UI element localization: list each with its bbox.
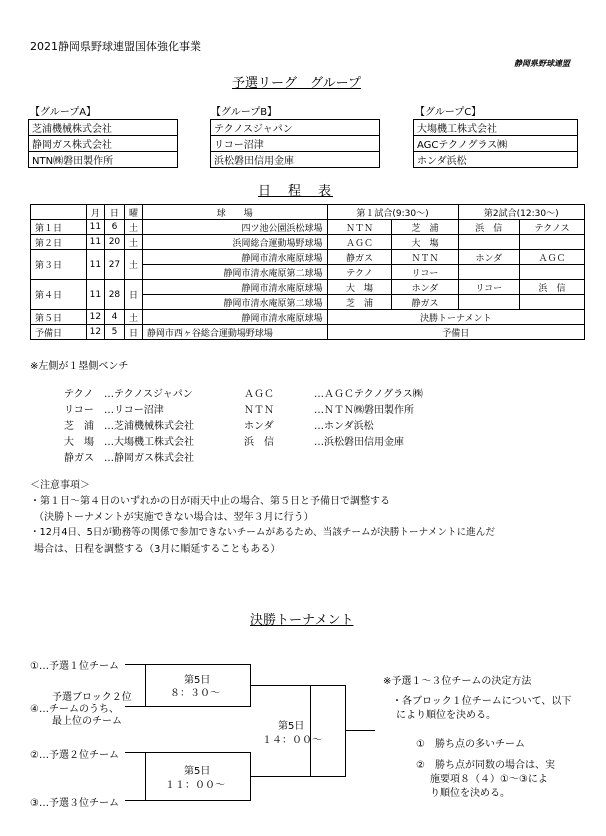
- venue-cell: 四ツ池公園浜松球場: [142, 220, 327, 235]
- bracket-line: [145, 706, 250, 707]
- table-row: [31, 310, 585, 325]
- group-c-team: AGCテクノグラス㈱: [414, 136, 578, 152]
- day-label: 第５日: [31, 310, 87, 325]
- group-a-team: NTN㈱磐田製作所: [29, 152, 178, 168]
- team-cell: テクノ: [327, 265, 392, 280]
- group-a-table: [28, 119, 178, 168]
- team-cell: 静ガス: [327, 250, 392, 265]
- group-b-team: 浜松磐田信用金庫: [211, 152, 380, 168]
- group-c-team: 大塲機工株式会社: [414, 120, 578, 136]
- venue-cell: 静岡市西ヶ谷総合運動場野球場: [142, 325, 327, 340]
- bracket-line: [145, 752, 146, 801]
- abbr: 静ガス: [64, 453, 94, 464]
- method-line: により順位を決める。: [396, 710, 496, 721]
- month-cell: 12: [86, 325, 104, 340]
- match1-day: 第5日: [184, 675, 211, 686]
- final-time: １４：００～: [262, 735, 322, 746]
- legend-row: [64, 449, 244, 464]
- entry-seed-4-line: 最上位のチーム: [52, 716, 122, 727]
- method-title: ※予選１～３位チームの決定方法: [383, 676, 532, 687]
- notes-heading: ＜注意事項＞: [30, 480, 90, 491]
- header-cell: [31, 205, 87, 220]
- rule-line: ① 勝ち点の多いチーム: [416, 739, 525, 750]
- team-cell: ＡＧＣ: [327, 235, 392, 250]
- match2-day: 第5日: [184, 766, 211, 777]
- venue-cell: 静岡市清水庵原球場: [142, 310, 327, 325]
- entry-seed-3: ③…予選３位チーム: [30, 798, 119, 809]
- rule-line: り順位を決める。: [430, 788, 510, 799]
- abbr: 芝 浦: [64, 421, 94, 432]
- group-c-label: 【グループC】: [415, 107, 482, 118]
- team-cell: ＡＧＣ: [520, 250, 585, 265]
- league-title: 予選リーグ グループ: [232, 76, 361, 91]
- abbr-full: …ＡＧＣテクノグラス㈱: [314, 389, 423, 400]
- table-row: [31, 235, 585, 250]
- bracket-line: [345, 730, 375, 731]
- day-label: 予備日: [31, 325, 87, 340]
- day-cell: 4: [104, 310, 124, 325]
- group-b-team: リコー沼津: [211, 136, 380, 152]
- bracket-line: [125, 800, 145, 801]
- venue-cell: 静岡市清水庵原第二球場: [142, 265, 327, 280]
- month-cell: 11: [86, 220, 104, 235]
- day-label: 第３日: [31, 250, 87, 280]
- bracket-line: [310, 685, 345, 686]
- day-label: 第２日: [31, 235, 87, 250]
- header-venue: 球 場: [142, 205, 327, 220]
- group-a-team: 芝浦機械株式会社: [29, 120, 178, 136]
- team-cell: ホンダ: [458, 250, 520, 265]
- team-cell: 大 塲: [392, 235, 458, 250]
- table-row: [31, 280, 585, 295]
- team-cell: 浜 信: [520, 280, 585, 295]
- table-row: [31, 250, 585, 265]
- entry-seed-4-line: ④…チームのうち、: [30, 704, 119, 715]
- abbr-full: …浜松磐田信用金庫: [314, 437, 404, 448]
- bracket-line: [145, 752, 250, 753]
- rule-line: ② 勝ち点が同数の場合は、実: [416, 760, 555, 771]
- note-line: （決勝トーナメントが実施できない場合は、翌年３月に行う）: [34, 512, 314, 523]
- legend-row: [64, 385, 423, 400]
- team-cell: ホンダ: [392, 280, 458, 295]
- legend-row: [64, 401, 414, 416]
- abbr-full: …ホンダ浜松: [314, 421, 374, 432]
- team-cell: [458, 265, 520, 280]
- merged-cell: 決勝トーナメント: [327, 310, 584, 325]
- tournament-title: 決勝トーナメント: [250, 613, 354, 628]
- bracket-line: [145, 664, 146, 707]
- group-b-table: [210, 119, 380, 168]
- group-a-team: 静岡ガス株式会社: [29, 136, 178, 152]
- match1-time: ８：３０～: [170, 688, 220, 699]
- table-row: [31, 220, 585, 235]
- entry-seed-4-line: 予選ブロック２位: [52, 692, 132, 703]
- abbr: テクノ: [64, 389, 94, 400]
- page-header-title: 2021静岡県野球連盟国体強化事業: [30, 40, 201, 53]
- note-line: 場合は、日程を調整する（3月に順延することもある）: [34, 544, 281, 555]
- header-game2: 第2試合(12:30～): [458, 205, 585, 220]
- venue-cell: 静岡市清水庵原球場: [142, 280, 327, 295]
- bracket-line: [345, 685, 346, 777]
- day-cell: 6: [104, 220, 124, 235]
- venue-cell: 静岡市清水庵原球場: [142, 250, 327, 265]
- team-cell: 大 塲: [327, 280, 392, 295]
- bench-note: ※左側が１塁側ベンチ: [30, 361, 129, 372]
- bracket-line: [250, 685, 310, 686]
- note-line: ・第１日～第４日のいずれかの日が雨天中止の場合、第５日と予備日で調整する: [30, 496, 390, 507]
- team-cell: テクノス: [520, 220, 585, 235]
- day-cell: 5: [104, 325, 124, 340]
- rule-line: 施要項８（４）①～③によ: [430, 774, 548, 785]
- team-cell: リコー: [392, 265, 458, 280]
- group-b-label: 【グループB】: [211, 107, 278, 118]
- team-cell: ＮＴＮ: [327, 220, 392, 235]
- abbr-full: …ＮＴＮ㈱磐田製作所: [314, 405, 414, 416]
- day-label: 第１日: [31, 220, 87, 235]
- note-line: ・12月4日、5日が勤務等の関係で参加できないチームがあるため、当該チームが決勝トーナメントに進んだ: [30, 527, 495, 538]
- day-cell: 28: [104, 280, 124, 310]
- team-cell: [520, 295, 585, 310]
- weekday-cell: 日: [125, 325, 143, 340]
- team-cell: リコー: [458, 280, 520, 295]
- month-cell: 12: [86, 310, 104, 325]
- team-cell: [520, 235, 585, 250]
- day-label: 第４日: [31, 280, 87, 310]
- month-cell: 11: [86, 250, 104, 280]
- team-cell: ＮＴＮ: [392, 250, 458, 265]
- entry-seed-2: ②…予選２位チーム: [30, 750, 119, 761]
- group-c-team: ホンダ浜松: [414, 152, 578, 168]
- header-month: 月: [86, 205, 104, 220]
- month-cell: 11: [86, 280, 104, 310]
- legend-row: [64, 433, 404, 448]
- team-cell: 静ガス: [392, 295, 458, 310]
- schedule-table: [30, 204, 585, 340]
- abbr: 大 塲: [64, 437, 94, 448]
- bracket-line: [125, 752, 145, 753]
- venue-cell: 静岡市清水庵原第二球場: [142, 295, 327, 310]
- table-row: [31, 325, 585, 340]
- header-game1: 第１試合(9:30～): [327, 205, 458, 220]
- venue-cell: 浜岡総合運動場野球場: [142, 235, 327, 250]
- team-cell: [458, 235, 520, 250]
- bracket-line: [310, 776, 345, 777]
- abbr-full: …芝浦機械株式会社: [104, 421, 194, 432]
- team-cell: [458, 295, 520, 310]
- weekday-cell: 土: [125, 235, 143, 250]
- group-b-team: テクノスジャパン: [211, 120, 380, 136]
- month-cell: 11: [86, 235, 104, 250]
- schedule-title: 日 程 表: [258, 184, 334, 199]
- match2-time: １１：００～: [165, 780, 225, 791]
- weekday-cell: 土: [125, 250, 143, 280]
- weekday-cell: 土: [125, 220, 143, 235]
- legend-row: [64, 417, 374, 432]
- organization-name: 静岡県野球連盟: [514, 59, 570, 68]
- day-cell: 27: [104, 250, 124, 280]
- bracket-line: [145, 800, 250, 801]
- abbr-full: …リコー沼津: [104, 405, 164, 416]
- group-c-table: [413, 119, 578, 168]
- final-day: 第5日: [278, 721, 305, 732]
- header-day: 日: [104, 205, 124, 220]
- abbr-full: …テクノスジャパン: [104, 389, 193, 400]
- method-line: ・各ブロック１位チームについて、以下: [392, 696, 572, 707]
- bracket-line: [125, 664, 145, 665]
- abbr: ホンダ: [244, 421, 274, 432]
- weekday-cell: 日: [125, 280, 143, 310]
- group-a-label: 【グループA】: [30, 107, 97, 118]
- abbr: ＡＧＣ: [244, 389, 274, 400]
- team-cell: [520, 265, 585, 280]
- merged-cell: 予備日: [327, 325, 584, 340]
- day-cell: 20: [104, 235, 124, 250]
- team-cell: 芝 浦: [392, 220, 458, 235]
- entry-seed-1: ①…予選１位チーム: [30, 661, 119, 672]
- weekday-cell: 土: [125, 310, 143, 325]
- abbr-full: …大塲機工株式会社: [104, 437, 194, 448]
- team-cell: 浜 信: [458, 220, 520, 235]
- team-cell: 芝 浦: [327, 295, 392, 310]
- bracket-line: [145, 664, 250, 665]
- bracket-line: [125, 706, 145, 707]
- abbr: リコー: [64, 405, 94, 416]
- abbr: ＮＴＮ: [244, 405, 274, 416]
- header-weekday: 曜: [125, 205, 143, 220]
- bracket-line: [250, 776, 310, 777]
- abbr: 浜 信: [244, 437, 274, 448]
- abbr-full: …静岡ガス株式会社: [104, 453, 194, 464]
